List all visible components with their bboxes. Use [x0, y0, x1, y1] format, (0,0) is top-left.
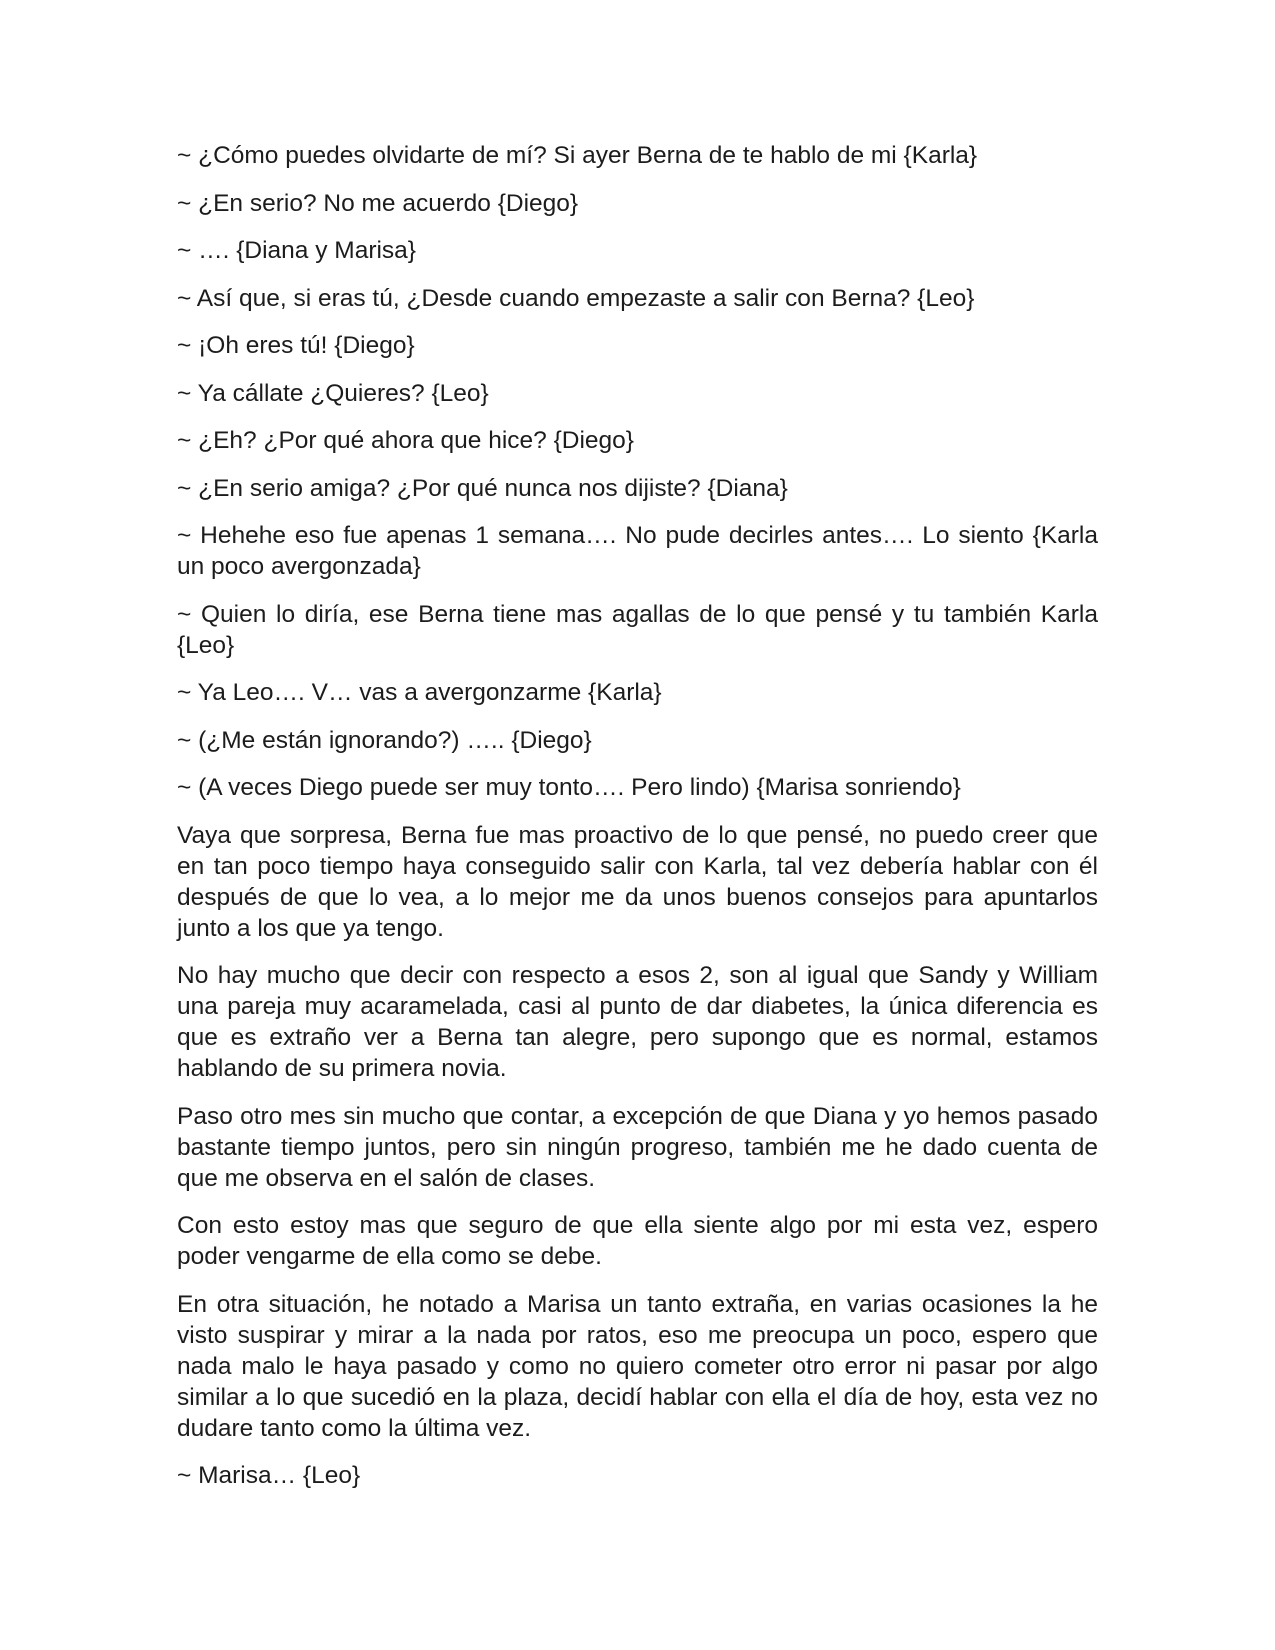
dialogue-line: ~ Hehehe eso fue apenas 1 semana…. No pude decirles antes…. Lo siento {Karla un poco avergonzada}	[177, 522, 1098, 580]
dialogue-line: ~ ¿Cómo puedes olvidarte de mí? Si ayer Berna de te hablo de mi {Karla}	[177, 142, 978, 169]
narrative-paragraph: No hay mucho que decir con respecto a esos 2, son al igual que Sandy y William una pareja muy acaramelada, casi al punto de dar diabetes, la única diferencia es que es extraño ver a Berna tan alegre, pero supongo que es normal, estamos hablando de su primera novia.	[177, 962, 1098, 1082]
dialogue-line: ~ ¿Eh? ¿Por qué ahora que hice? {Diego}	[177, 427, 634, 454]
dialogue-line: ~ Ya Leo…. V… vas a avergonzarme {Karla}	[177, 679, 662, 706]
narrative-paragraph: Vaya que sorpresa, Berna fue mas proactivo de lo que pensé, no puedo creer que en tan poco tiempo haya conseguido salir con Karla, tal vez debería hablar con él después de que lo vea, a lo mejor me da unos buenos consejos para apuntarlos junto a los que ya tengo.	[177, 821, 1098, 942]
narrative-paragraph: Paso otro mes sin mucho que contar, a excepción de que Diana y yo hemos pasado bastante tiempo juntos, pero sin ningún progreso, también me he dado cuenta de que me observa en el salón de clases.	[177, 1102, 1098, 1192]
dialogue-line: ~ (¿Me están ignorando?) ….. {Diego}	[177, 726, 592, 754]
dialogue-line: ~ ¿En serio? No me acuerdo {Diego}	[177, 189, 579, 217]
dialogue-line: ~ …. {Diana y Marisa}	[177, 237, 416, 264]
dialogue-line: ~ ¡Oh eres tú! {Diego}	[177, 332, 415, 359]
narrative-paragraph: Con esto estoy mas que seguro de que ella siente algo por mi esta vez, espero poder vengarme de ella como se debe.	[177, 1212, 1098, 1270]
dialogue-line: ~ Marisa… {Leo}	[177, 1462, 361, 1489]
dialogue-line: ~ ¿En serio amiga? ¿Por qué nunca nos dijiste? {Diana}	[177, 474, 788, 502]
dialogue-line: ~ (A veces Diego puede ser muy tonto…. Pero lindo) {Marisa sonriendo}	[177, 774, 961, 801]
dialogue-line: ~ Quien lo diría, ese Berna tiene mas agallas de lo que pensé y tu también Karla {Leo}	[177, 600, 1098, 659]
narrative-paragraph: En otra situación, he notado a Marisa un tanto extraña, en varias ocasiones la he visto suspirar y mirar a la nada por ratos, eso me preocupa un poco, espero que nada malo le haya pasado y como no quiero cometer otro error ni pasar por algo similar a lo que sucedió en la plaza, decidí hablar con ella el día de hoy, esta vez no dudare tanto como la última vez.	[177, 1290, 1098, 1442]
dialogue-line: ~ Ya cállate ¿Quieres? {Leo}	[177, 379, 489, 407]
dialogue-line: ~ Así que, si eras tú, ¿Desde cuando empezaste a salir con Berna? {Leo}	[177, 284, 975, 312]
document-page	[177, 140, 1098, 1508]
